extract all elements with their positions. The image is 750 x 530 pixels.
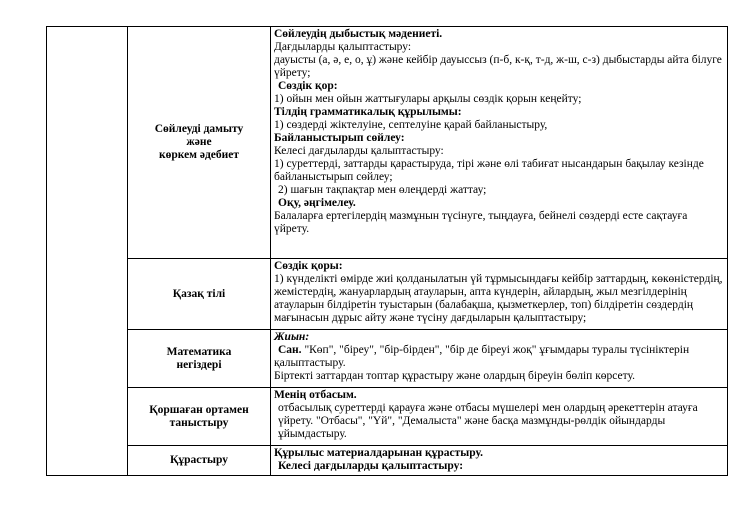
content-line: Дағдыларды қалыптастыру:	[274, 41, 412, 53]
section-heading: Жиын:	[274, 331, 310, 343]
content-cell	[271, 446, 728, 476]
content-line: 1) күнделікті өмірде жиі қолданылатын үй тұрмысындағы кейбір заттардың, көкөністердің, жемістердің, жануарлардың атауларын, апта күндерін, айлардың, жыл мезгілдерінің атауларын білдіретін туыстарын (балабақша, қызметкерлер, топ) білдіретін сөздердің мағынасын дұрыс айту және түсіну дағдыларын қалыптастыру;	[274, 273, 723, 324]
subject-cell	[128, 27, 271, 259]
table-row	[47, 446, 728, 476]
content-cell	[271, 259, 728, 330]
content-line: 1) сөздерді жіктелуіне, септелуіне қарай байланыстыру,	[274, 119, 548, 131]
content-line	[274, 344, 724, 370]
content-cell	[271, 388, 728, 446]
subject-name: Сөйлеуді дамыту	[154, 123, 244, 135]
subject-cell	[128, 388, 271, 446]
empty-left-column	[47, 27, 128, 476]
section-heading: Келесі дағдыларды қалыптастыру:	[278, 460, 464, 472]
section-heading: Оқу, әңгімелеу.	[278, 197, 356, 209]
subject-cell	[128, 259, 271, 330]
section-heading: Сан.	[278, 344, 302, 356]
content-line: 1) суреттерді, заттарды қарастыруда, тірі және өлі табиғат нысандарын бақылау кезінде байланыстырып сөйлеу;	[274, 158, 704, 183]
content-line: 1) ойын мен ойын жаттығулары арқылы сөздік қорын кеңейту;	[274, 93, 582, 105]
section-heading: Менің отбасым.	[274, 389, 357, 401]
content-line: "Көп", "біреу", "бір-бірден", "бір де біреуі жоқ" ұғымдары туралы түсініктерін қалыптастыру.	[274, 344, 690, 369]
subject-name: Құрастыру	[170, 454, 228, 466]
subject-name: Қоршаған ортамен	[149, 403, 249, 416]
table-row	[47, 330, 728, 388]
table-row	[47, 259, 728, 330]
content-line: Балаларға ертегілердің мазмұнын түсінуге, тыңдауға, бейнелі сөздерді есте сақтауға үйрету.	[274, 210, 688, 235]
subject-name: және	[186, 136, 212, 148]
content-line: дауысты (а, ә, е, о, ұ) және кейбір дауыссыз (п-б, к-қ, т-д, ж-ш, с-з) дыбыстарды айта білуге үйрету;	[274, 54, 722, 79]
content-cell	[271, 27, 728, 259]
content-cell	[271, 330, 728, 388]
content-line: 2) шағын тақпақтар мен өлеңдерді жаттау;	[278, 184, 487, 196]
section-heading: Тілдің грамматикалық құрылымы:	[274, 106, 462, 118]
curriculum-table	[46, 26, 728, 476]
table-row	[47, 388, 728, 446]
section-heading: Сөйлеудің дыбыстық мәдениеті.	[274, 28, 443, 40]
subject-name: негіздері	[176, 358, 222, 371]
content-line: Біртекті заттардан топтар құрастыру және олардың біреуін бөліп көрсету.	[274, 370, 635, 382]
subject-name: көркем әдебиет	[158, 149, 240, 161]
subject-cell	[128, 330, 271, 388]
content-line: отбасылық суреттерді қарауға және отбасы мүшелері мен олардың әрекеттерін атауға үйрету. "Отбасы", "Үй", "Демалыста" және басқа мазмұнды-рөлдік ойындарды ұйымдастыру.	[278, 402, 698, 440]
subject-name: Қазақ тілі	[172, 287, 226, 300]
subject-name: Математика	[166, 345, 232, 358]
table-row	[47, 27, 728, 259]
subject-cell	[128, 446, 271, 476]
subject-name: таныстыру	[169, 416, 229, 429]
content-line: Келесі дағдыларды қалыптастыру:	[274, 145, 444, 157]
section-heading: Байланыстырып сөйлеу:	[274, 132, 405, 144]
section-heading: Сөздік қор:	[278, 80, 338, 92]
section-heading: Құрылыс материалдарынан құрастыру.	[274, 447, 483, 459]
section-heading: Сөздік қоры:	[274, 260, 343, 272]
